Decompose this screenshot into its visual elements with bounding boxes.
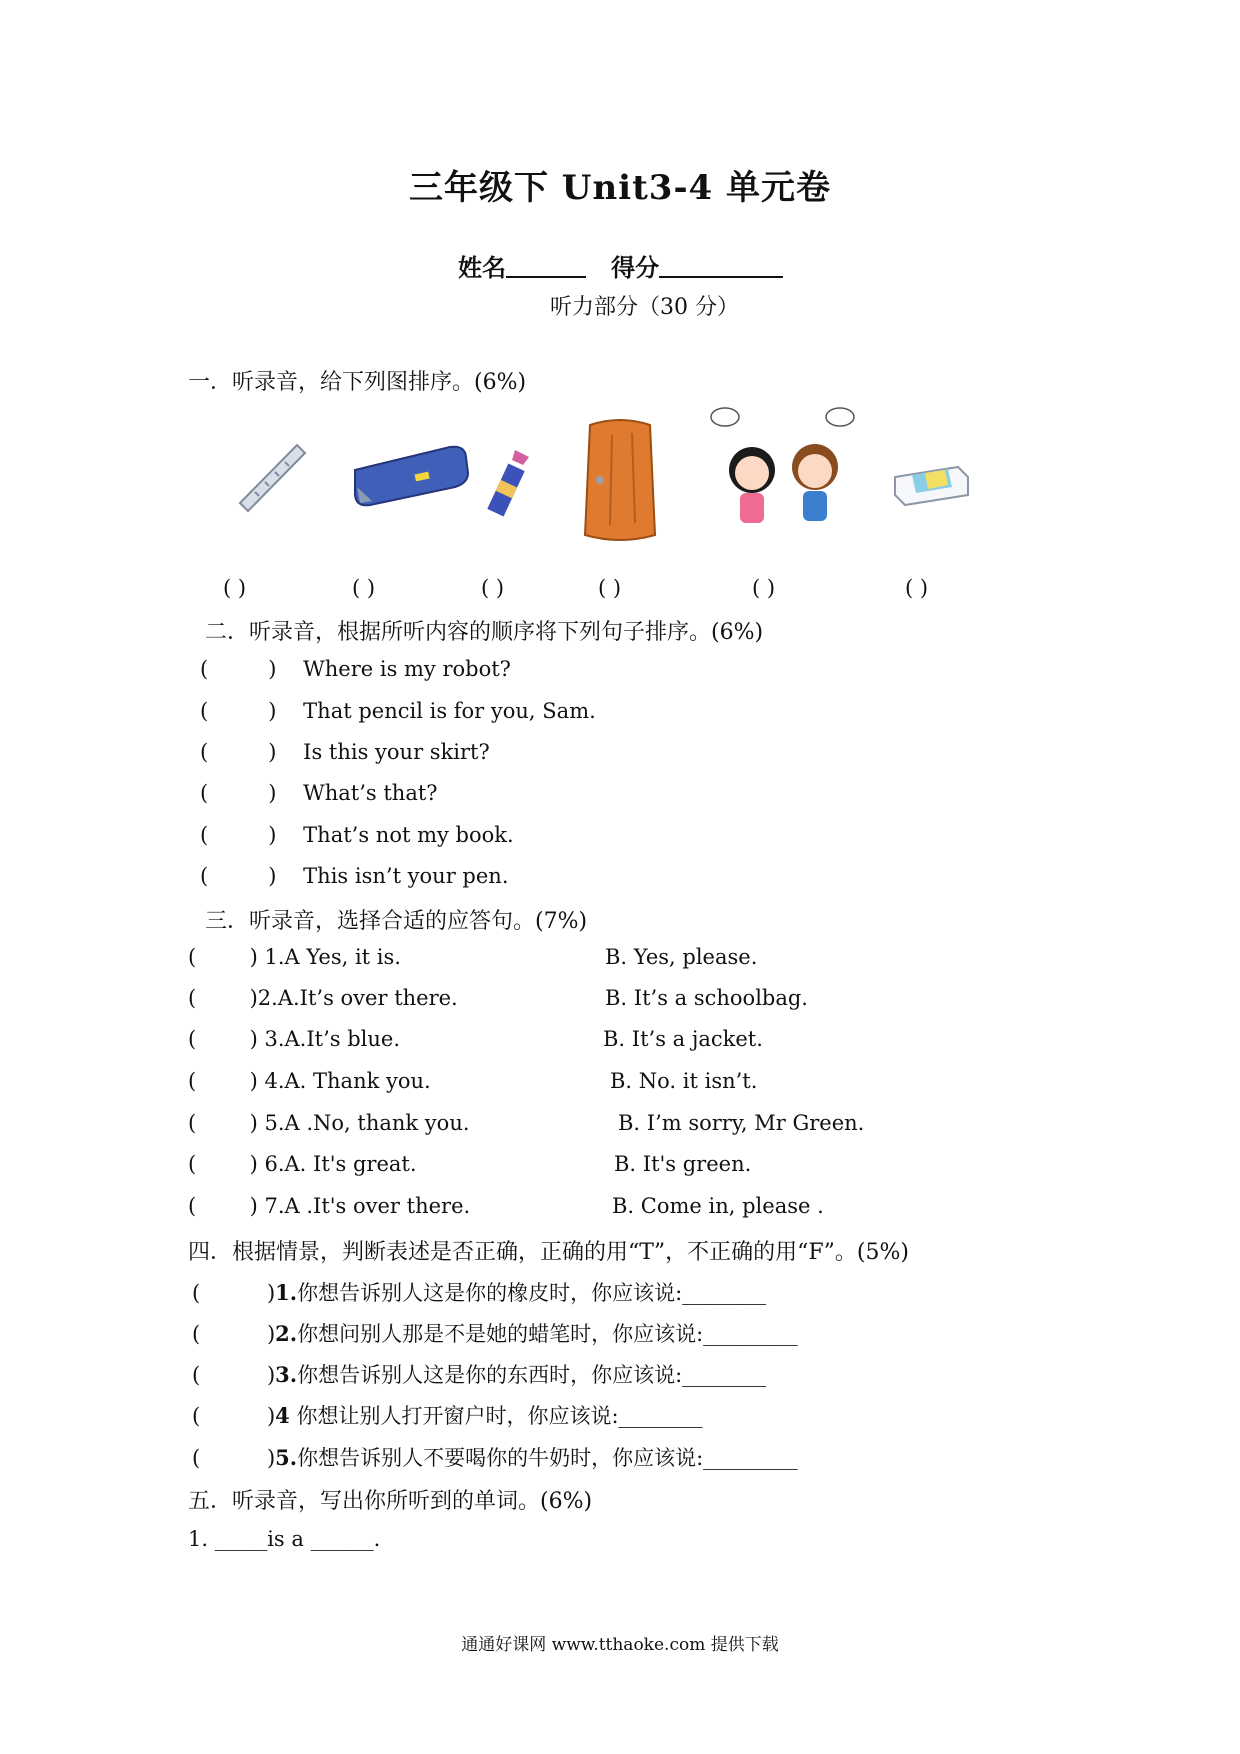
answer-blank[interactable]: ( ) bbox=[192, 1363, 276, 1387]
section1-blank-3[interactable]: ( ) bbox=[481, 576, 505, 600]
section2-item: ( ) Is this your skirt? bbox=[200, 740, 490, 764]
answer-blank[interactable]: ( ) bbox=[200, 699, 277, 723]
two-girls-icon bbox=[711, 408, 854, 523]
section3-item: ( ) 1.A Yes, it is. bbox=[188, 945, 401, 969]
section1-blank-6[interactable]: ( ) bbox=[905, 576, 929, 600]
section1-pictures bbox=[0, 405, 1240, 545]
crayon-icon bbox=[487, 450, 529, 516]
section3-option-b: B. It's green. bbox=[614, 1152, 752, 1176]
section3-heading: 三．听录音，选择合适的应答句。(7%) bbox=[205, 909, 588, 934]
answer-blank[interactable]: ( ) bbox=[200, 823, 277, 847]
section5-line-1[interactable]: 1. _____is a ______. bbox=[188, 1527, 381, 1551]
section2-item: ( ) What’s that? bbox=[200, 781, 438, 805]
section3-option-b: B. No. it isn’t. bbox=[610, 1069, 758, 1093]
answer-blank[interactable]: ( bbox=[188, 1069, 250, 1093]
name-blank[interactable] bbox=[506, 252, 586, 278]
name-score-line bbox=[458, 248, 783, 283]
answer-blank[interactable]: ( ) bbox=[200, 657, 277, 681]
section3-item: ( ) 7.A .It's over there. bbox=[188, 1194, 471, 1218]
answer-blank[interactable]: ( ) bbox=[200, 864, 277, 888]
answer-blank[interactable]: ( bbox=[188, 1194, 250, 1218]
section1-blank-5[interactable]: ( ) bbox=[752, 576, 776, 600]
answer-blank[interactable]: ( ) bbox=[192, 1404, 276, 1428]
listening-subtitle: 听力部分（30 分） bbox=[550, 295, 739, 320]
page-footer: 通通好课网 www.tthaoke.com 提供下载 bbox=[461, 1635, 779, 1655]
section2-heading: 二．听录音，根据所听内容的顺序将下列句子排序。(6%) bbox=[205, 620, 764, 645]
ruler-icon bbox=[240, 445, 305, 511]
section2-item: ( ) Where is my robot? bbox=[200, 657, 511, 681]
answer-blank[interactable]: ( ) bbox=[192, 1322, 276, 1346]
section4-item: ( )1.你想告诉别人这是你的橡皮时，你应该说:________ bbox=[192, 1280, 767, 1305]
answer-blank[interactable]: ( bbox=[188, 1152, 250, 1176]
section4-item: ( )2.你想问别人那是不是她的蜡笔时，你应该说:_________ bbox=[192, 1321, 798, 1346]
score-label: 得分 bbox=[611, 253, 660, 282]
section4-item: ( )4 你想让别人打开窗户时，你应该说:________ bbox=[192, 1403, 703, 1428]
section3-item: ( )2.A.It’s over there. bbox=[188, 986, 458, 1010]
eraser-icon bbox=[895, 467, 968, 505]
section2-item: ( ) This isn’t your pen. bbox=[200, 864, 509, 888]
section4-item: ( )5.你想告诉别人不要喝你的牛奶时，你应该说:_________ bbox=[192, 1445, 798, 1470]
answer-blank[interactable]: ( bbox=[188, 986, 250, 1010]
section2-item: ( ) That pencil is for you, Sam. bbox=[200, 699, 596, 723]
section3-option-b: B. I’m sorry, Mr Green. bbox=[618, 1111, 865, 1135]
section3-option-b: B. It’s a jacket. bbox=[603, 1027, 763, 1051]
section1-blank-1[interactable]: ( ) bbox=[223, 576, 247, 600]
section4-heading: 四．根据情景，判断表述是否正确，正确的用“T”，不正确的用“F”。(5%) bbox=[188, 1240, 909, 1265]
section3-item: ( ) 6.A. It's great. bbox=[188, 1152, 417, 1176]
name-label: 姓名 bbox=[458, 253, 506, 282]
page-title: 三年级下 Unit3-4 单元卷 bbox=[408, 168, 832, 208]
section2-item: ( ) That’s not my book. bbox=[200, 823, 514, 847]
answer-blank[interactable]: ( ) bbox=[200, 740, 277, 764]
section3-item: ( ) 4.A. Thank you. bbox=[188, 1069, 431, 1093]
section5-heading: 五．听录音，写出你所听到的单词。(6%) bbox=[188, 1489, 593, 1514]
section3-item: ( ) 3.A.It’s blue. bbox=[188, 1027, 401, 1051]
section1-heading: 一．听录音，给下列图排序。(6%) bbox=[188, 370, 527, 395]
section1-blank-4[interactable]: ( ) bbox=[598, 576, 622, 600]
section4-item: ( )3.你想告诉别人这是你的东西时，你应该说:________ bbox=[192, 1362, 767, 1387]
section1-blank-2[interactable]: ( ) bbox=[352, 576, 376, 600]
section3-option-b: B. Yes, please. bbox=[605, 945, 758, 969]
section3-option-b: B. Come in, please . bbox=[612, 1194, 824, 1218]
answer-blank[interactable]: ( bbox=[188, 1027, 250, 1051]
answer-blank[interactable]: ( ) bbox=[192, 1446, 276, 1470]
answer-blank[interactable]: ( ) bbox=[200, 781, 277, 805]
answer-blank[interactable]: ( bbox=[188, 1111, 250, 1135]
score-blank[interactable] bbox=[659, 252, 783, 278]
answer-blank[interactable]: ( ) bbox=[192, 1281, 276, 1305]
section3-option-b: B. It’s a schoolbag. bbox=[605, 986, 808, 1010]
door-icon bbox=[585, 420, 655, 540]
section3-item: ( ) 5.A .No, thank you. bbox=[188, 1111, 470, 1135]
answer-blank[interactable]: ( bbox=[188, 945, 250, 969]
pencil-case-icon bbox=[355, 447, 468, 506]
